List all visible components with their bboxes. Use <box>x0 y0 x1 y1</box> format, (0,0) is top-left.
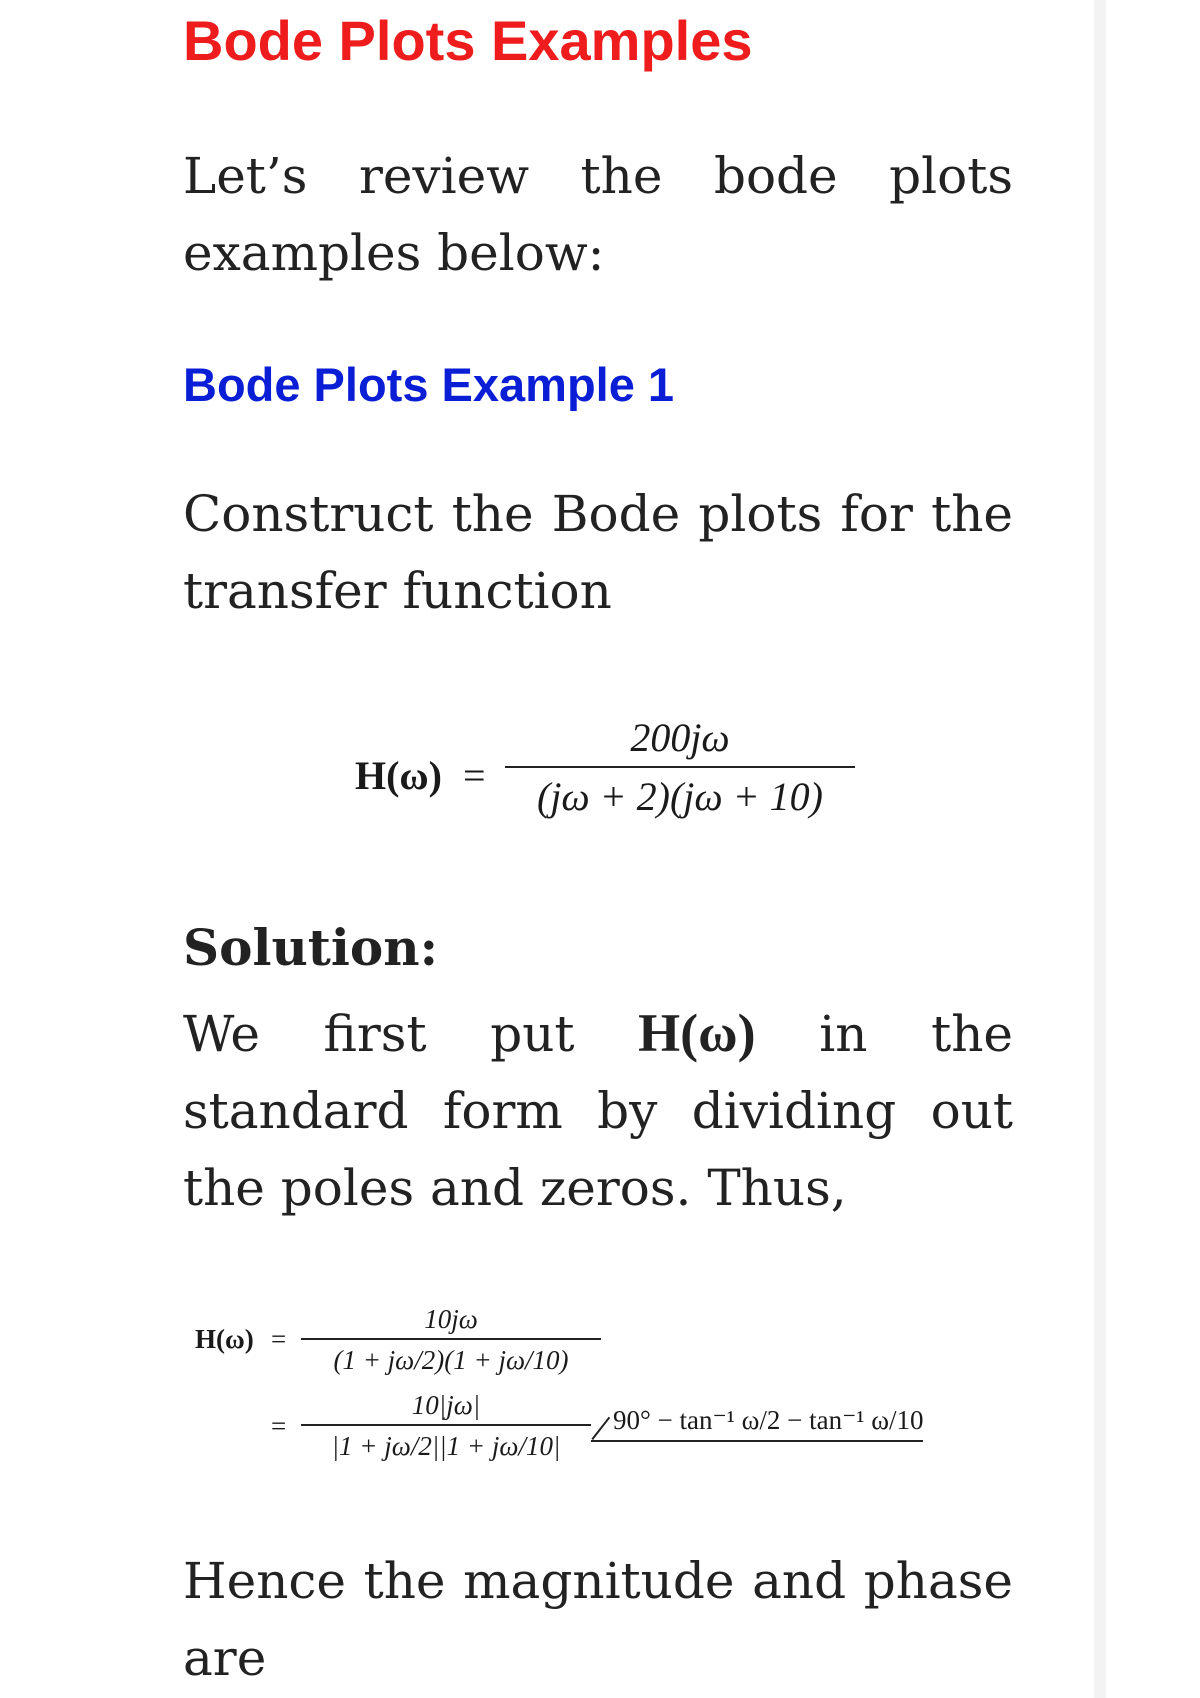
page-title: Bode Plots Examples <box>183 9 753 72</box>
inline-h-omega: H(ω) <box>638 1003 756 1063</box>
h-omega-label: H(ω) <box>355 753 442 798</box>
equals-sign: = <box>463 753 486 798</box>
standard-form-numerator: 10jω <box>424 1304 478 1334</box>
conclusion-paragraph: Hence the magnitude and phase are <box>183 1552 1013 1687</box>
standard-form-denominator: (1 + jω/2)(1 + jω/10) <box>333 1345 569 1375</box>
solution-text-after: in the standard form by dividing out the poles and zeros. Thus, <box>183 1005 1013 1217</box>
polar-form-denominator: |1 + jω/2||1 + jω/10| <box>331 1431 561 1461</box>
intro-paragraph: Let’s review the bode plots examples below: <box>183 147 1013 282</box>
solution-paragraph <box>183 995 1013 1227</box>
transfer-fraction <box>505 710 855 826</box>
standard-form-fraction <box>301 1300 601 1380</box>
problem-statement: Construct the Bode plots for the transfer function <box>183 485 1013 620</box>
equation2-lhs: H(ω) <box>195 1324 254 1354</box>
phase-angle-term <box>591 1400 923 1442</box>
solution-text-before: We first put <box>183 1005 575 1063</box>
phase-expression: 90° − tan⁻¹ ω/2 − tan⁻¹ ω/10 <box>613 1405 924 1435</box>
solution-label: Solution: <box>183 918 439 977</box>
equation-lhs <box>355 752 442 799</box>
standard-form-equation <box>183 1300 1013 1480</box>
transfer-function-equation <box>183 710 1013 830</box>
equation2-equals-2: = <box>271 1411 287 1441</box>
angle-symbol-icon <box>591 1412 613 1440</box>
fraction-numerator: 200jω <box>630 715 730 760</box>
page-edge-divider <box>1094 0 1106 1698</box>
fraction-denominator: (jω + 2)(jω + 10) <box>537 774 823 819</box>
polar-form-fraction <box>301 1386 591 1466</box>
example-heading: Bode Plots Example 1 <box>183 358 675 411</box>
polar-form-numerator: 10|jω| <box>411 1390 481 1420</box>
equation2-equals-1: = <box>271 1324 287 1354</box>
